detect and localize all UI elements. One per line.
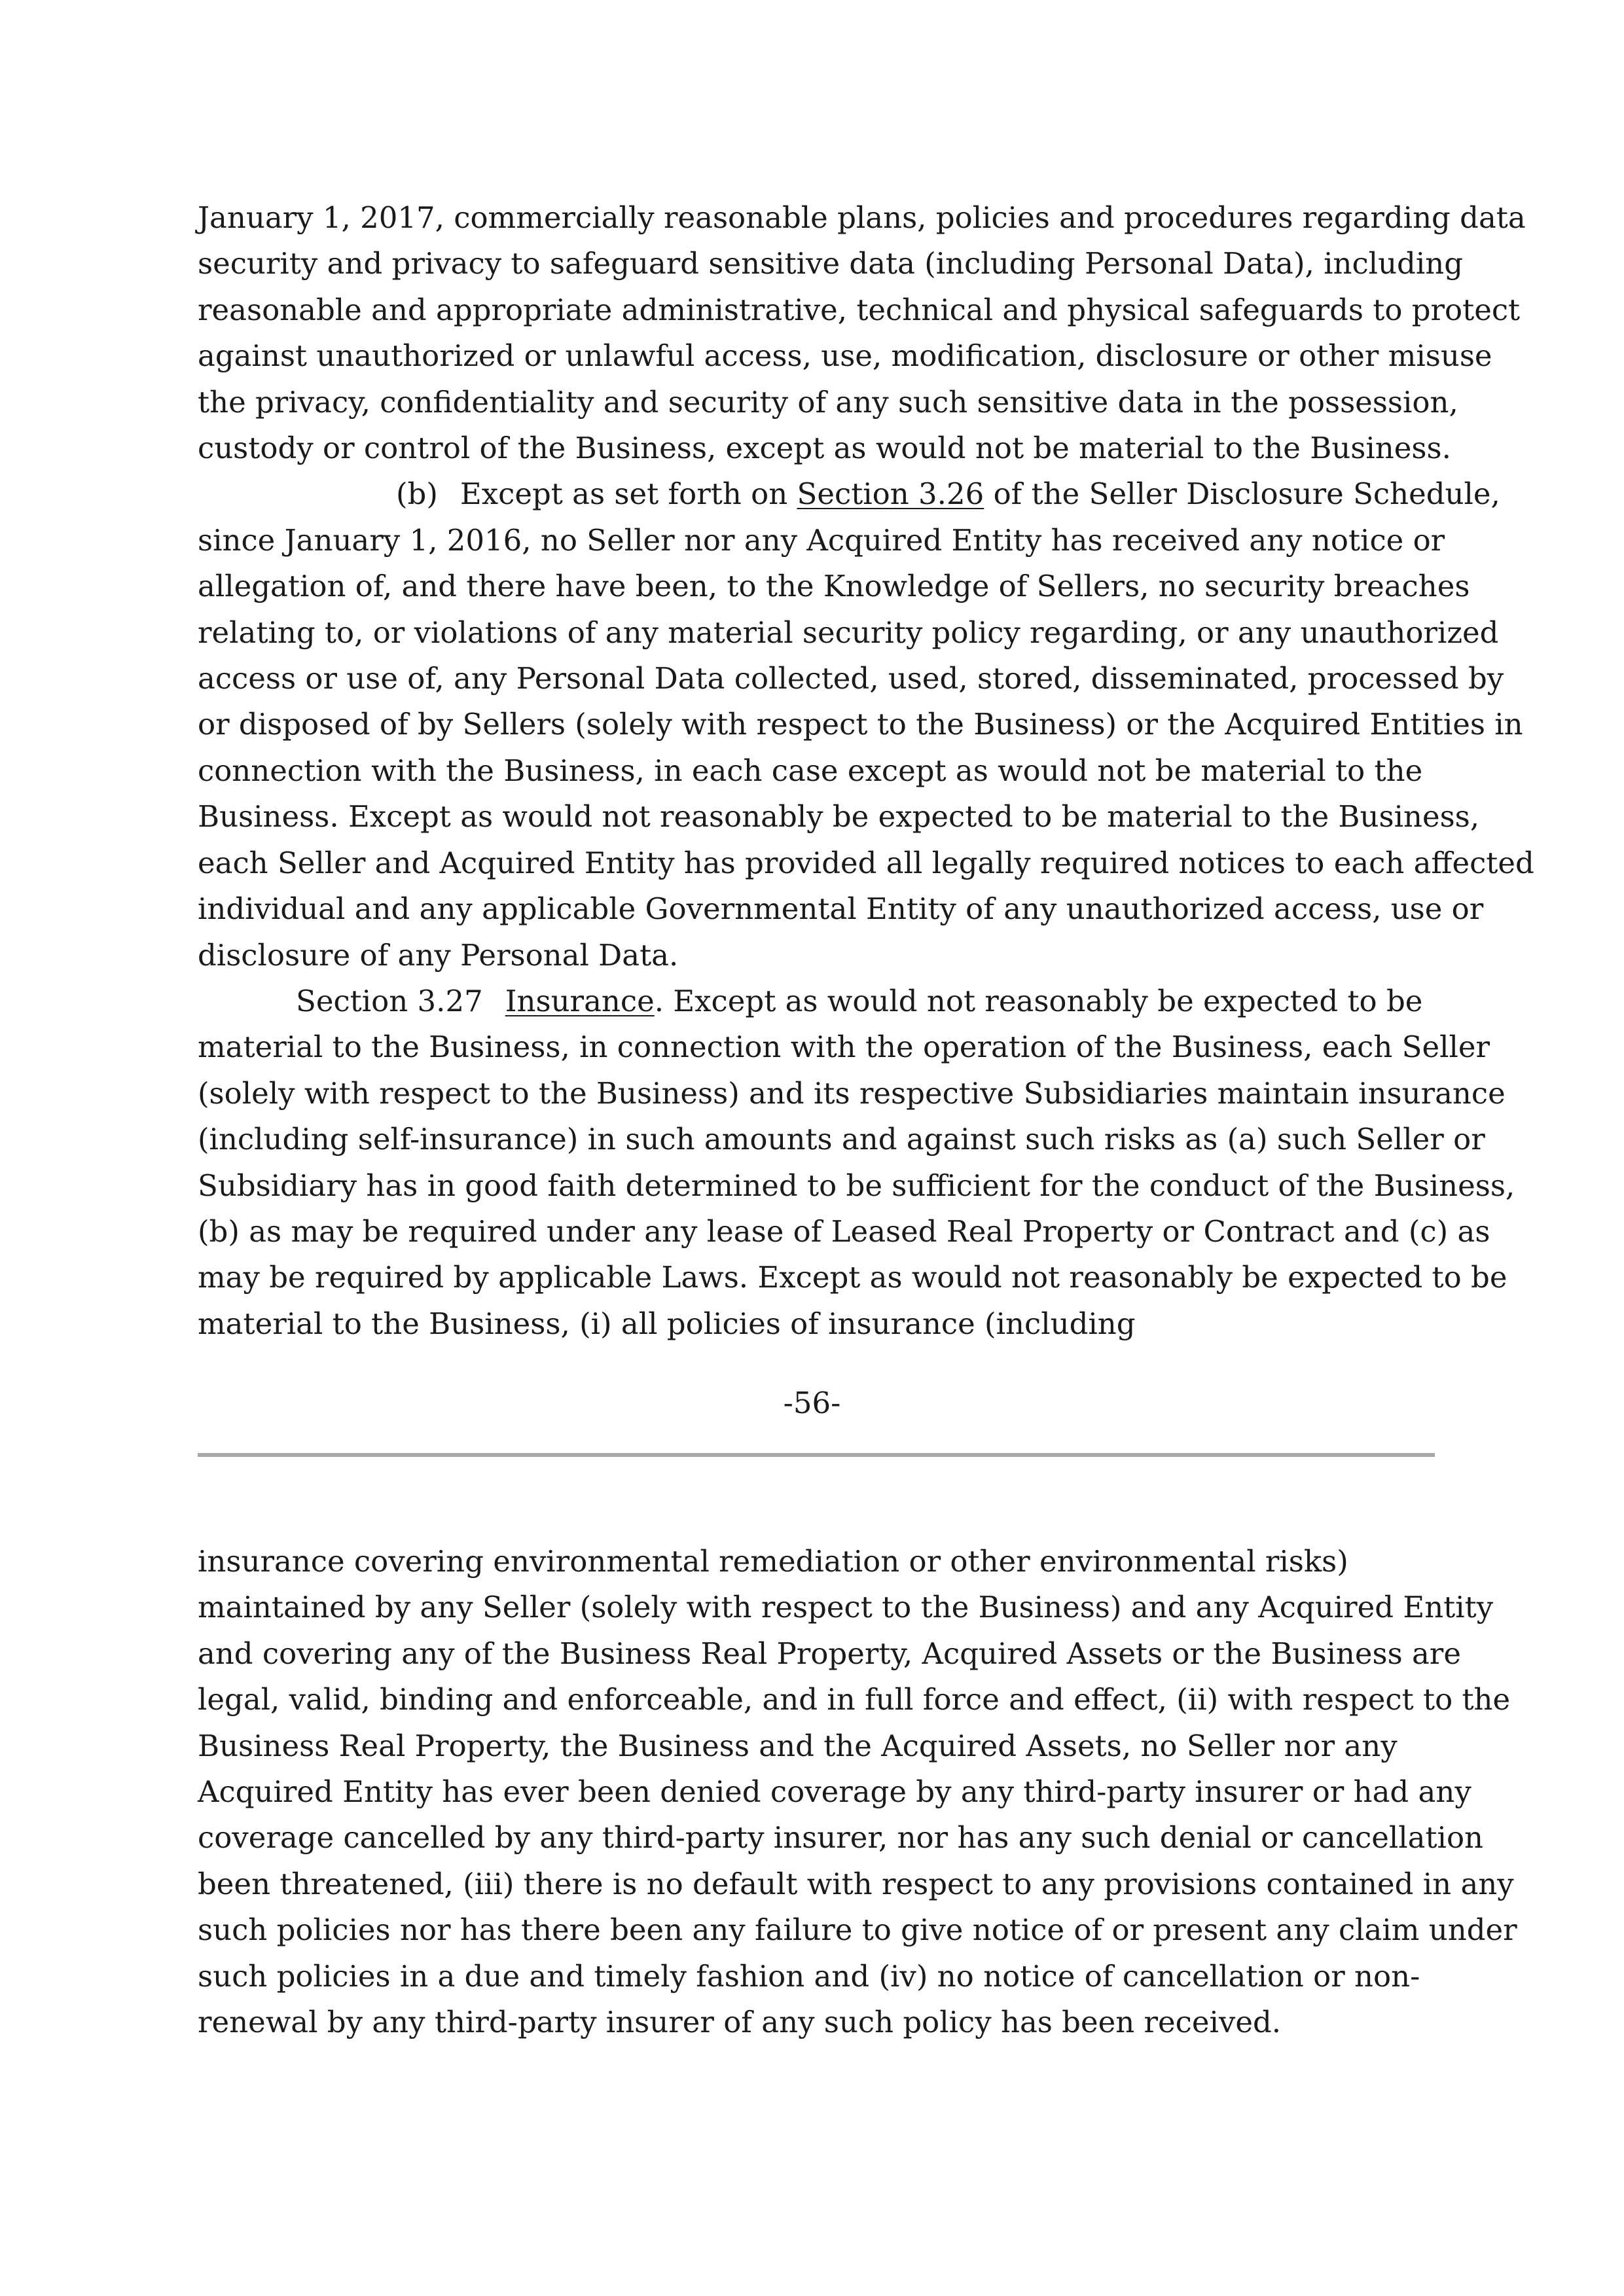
page-break-divider bbox=[198, 1453, 1435, 1457]
section-3-27-heading: Insurance bbox=[505, 983, 655, 1018]
body-line: such policies nor has there been any failure to give notice of or present any claim under bbox=[198, 1912, 1517, 1948]
body-line: access or use of, any Personal Data collected, used, stored, disseminated, processed by bbox=[198, 661, 1504, 696]
section-3-27-number: Section 3.27 bbox=[296, 983, 483, 1018]
body-line: custody or control of the Business, except as would not be material to the Business. bbox=[198, 431, 1451, 466]
body-line: (solely with respect to the Business) and its respective Subsidiaries maintain insurance bbox=[198, 1075, 1506, 1111]
body-line: security and privacy to safeguard sensitive data (including Personal Data), including bbox=[198, 246, 1464, 281]
body-line: Subsidiary has in good faith determined to be sufficient for the conduct of the Business, bbox=[198, 1168, 1515, 1203]
page-number: -56- bbox=[783, 1386, 841, 1420]
body-line: Business. Except as would not reasonably be expected to be material to the Business, bbox=[198, 799, 1480, 834]
body-line: connection with the Business, in each case except as would not be material to the bbox=[198, 753, 1423, 788]
section-3-27-text: . Except as would not reasonably be expected to be bbox=[654, 983, 1423, 1018]
body-line: or disposed of by Sellers (solely with respect to the Business) or the Acquired Entities in bbox=[198, 707, 1523, 742]
body-line: material to the Business, (i) all policies of insurance (including bbox=[198, 1306, 1136, 1341]
body-line: such policies in a due and timely fashion and (iv) no notice of cancellation or non- bbox=[198, 1958, 1420, 1994]
body-line: insurance covering environmental remediation or other environmental risks) bbox=[198, 1544, 1348, 1579]
body-line: each Seller and Acquired Entity has provided all legally required notices to each affected bbox=[198, 845, 1534, 880]
body-line: and covering any of the Business Real Property, Acquired Assets or the Business are bbox=[198, 1636, 1461, 1671]
body-line: (including self-insurance) in such amounts and against such risks as (a) such Seller or bbox=[198, 1122, 1485, 1157]
body-line: legal, valid, binding and enforceable, and in full force and effect, (ii) with respect to the bbox=[198, 1682, 1511, 1717]
body-line: relating to, or violations of any material security policy regarding, or any unauthorized bbox=[198, 615, 1499, 650]
body-line: the privacy, confidentiality and security of any such sensitive data in the possession, bbox=[198, 384, 1458, 420]
paragraph-b-text: Except as set forth on bbox=[460, 476, 788, 512]
body-line: against unauthorized or unlawful access, use, modification, disclosure or other misuse bbox=[198, 338, 1492, 374]
page-57-body bbox=[198, 1539, 1517, 2045]
body-line: may be required by applicable Laws. Except as would not reasonably be expected to be bbox=[198, 1260, 1507, 1295]
body-line: (b) as may be required under any lease of Leased Real Property or Contract and (c) as bbox=[198, 1213, 1490, 1249]
body-line: material to the Business, in connection with the operation of the Business, each Seller bbox=[198, 1030, 1490, 1065]
paragraph-b-label: (b) bbox=[396, 476, 438, 512]
section-3-27-first-line bbox=[198, 978, 1435, 1024]
section-3-26-reference: Section 3.26 bbox=[797, 476, 984, 512]
body-line: maintained by any Seller (solely with respect to the Business) and any Acquired Entity bbox=[198, 1590, 1494, 1625]
body-line: individual and any applicable Governmental Entity of any unauthorized access, use or bbox=[198, 891, 1484, 927]
paragraph-b-first-line bbox=[198, 471, 1500, 517]
body-line: renewal by any third-party insurer of any such policy has been received. bbox=[198, 2005, 1282, 2040]
page-56-body bbox=[198, 195, 1534, 1347]
paragraph-b-text: of the Seller Disclosure Schedule, bbox=[993, 476, 1500, 512]
body-line: coverage cancelled by any third-party insurer, nor has any such denial or cancellation bbox=[198, 1820, 1484, 1856]
body-line: Business Real Property, the Business and the Acquired Assets, no Seller nor any bbox=[198, 1728, 1398, 1763]
body-line: Acquired Entity has ever been denied coverage by any third-party insurer or had any bbox=[198, 1774, 1471, 1810]
body-line: reasonable and appropriate administrative, technical and physical safeguards to protect bbox=[198, 292, 1521, 327]
body-line: disclosure of any Personal Data. bbox=[198, 937, 679, 973]
body-line: January 1, 2017, commercially reasonable plans, policies and procedures regarding data bbox=[198, 200, 1526, 235]
body-line: since January 1, 2016, no Seller nor any Acquired Entity has received any notice or bbox=[198, 522, 1445, 558]
body-line: allegation of, and there have been, to the Knowledge of Sellers, no security breaches bbox=[198, 569, 1470, 604]
body-line: been threatened, (iii) there is no default with respect to any provisions contained in any bbox=[198, 1866, 1514, 1901]
